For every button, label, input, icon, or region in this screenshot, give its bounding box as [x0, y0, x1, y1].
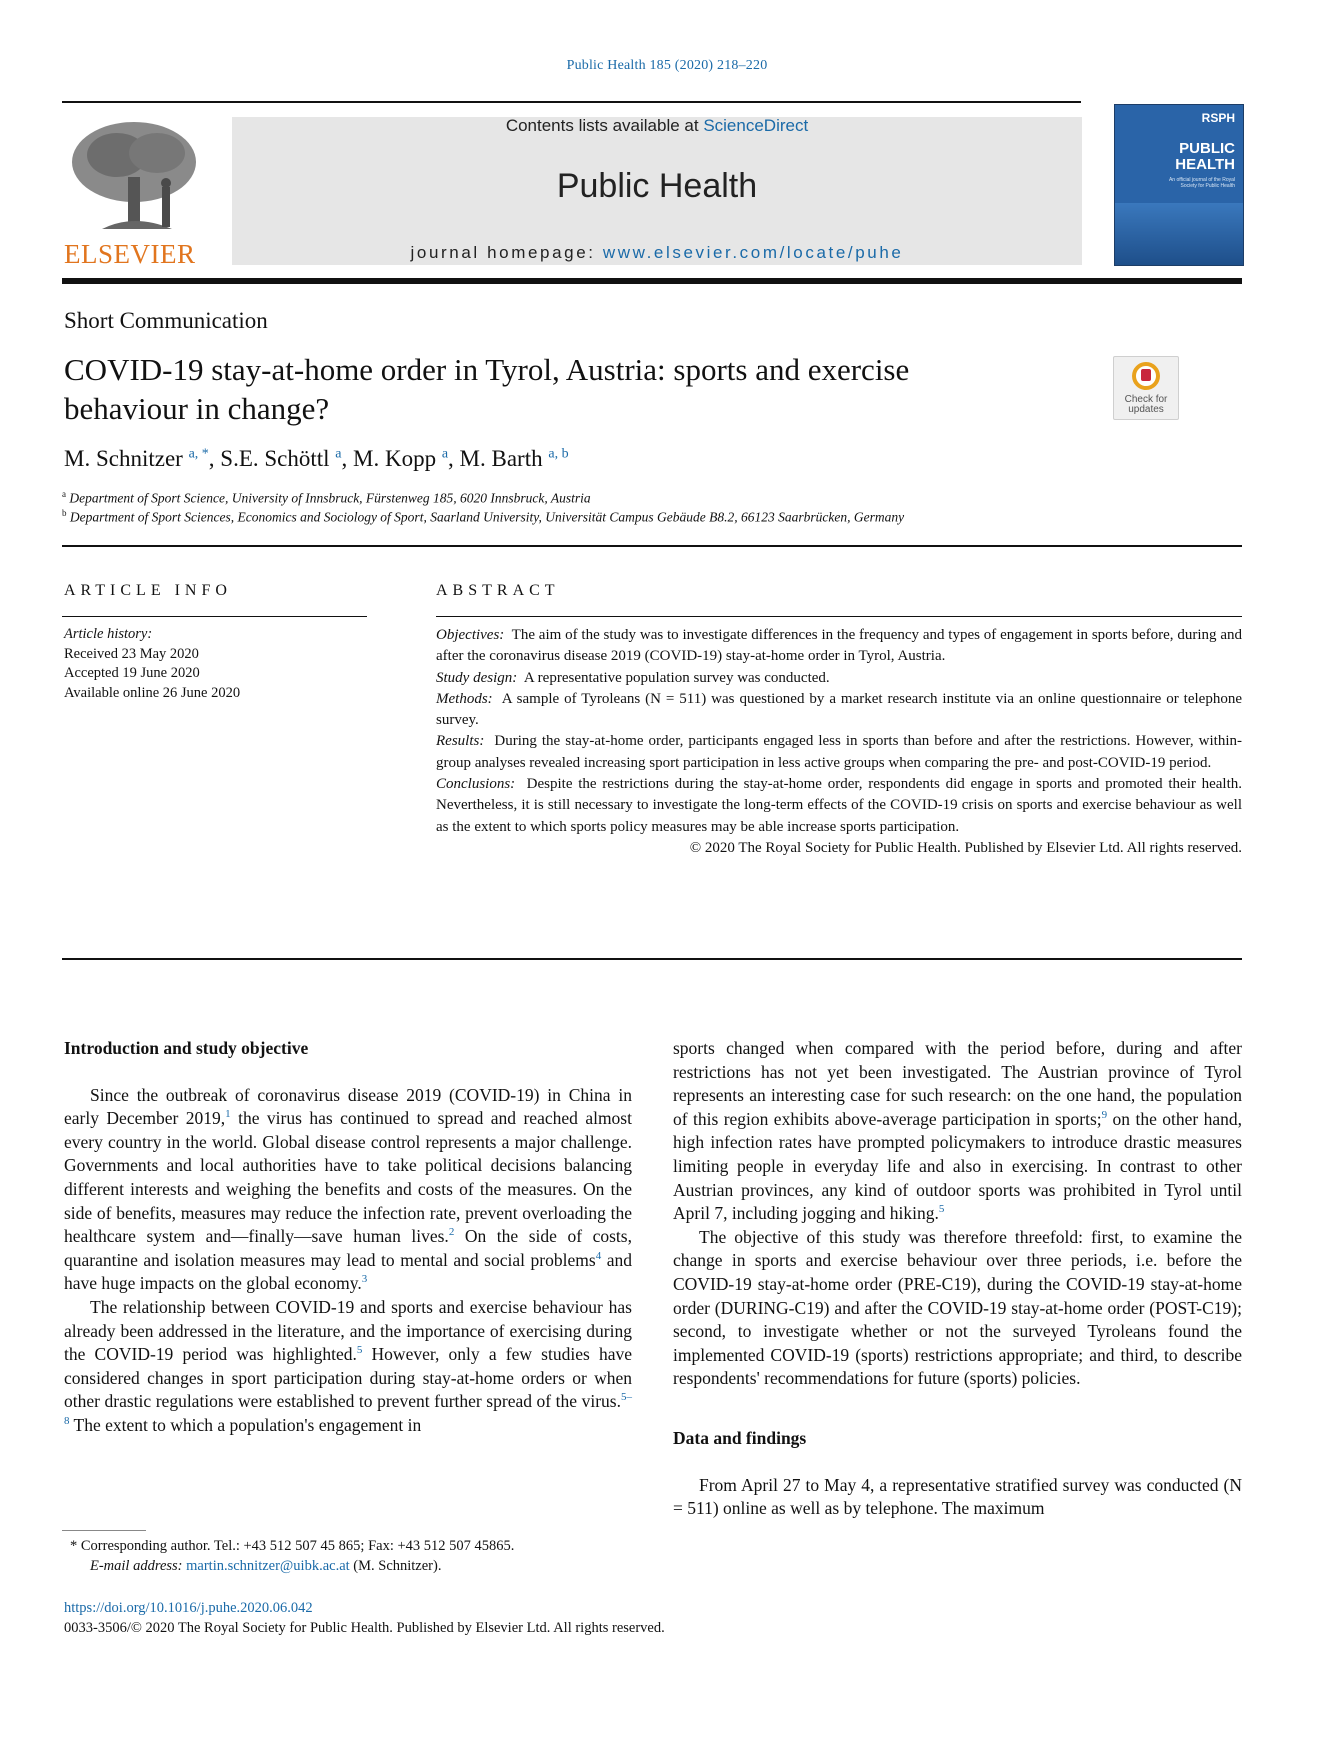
check-for-updates-button[interactable] [1113, 356, 1179, 420]
citation-ref[interactable]: 5 [356, 1344, 363, 1357]
article-type: Short Communication [64, 308, 268, 333]
check-updates-label [1114, 395, 1178, 415]
body-right-column [673, 1037, 1242, 1521]
intro-paragraph-3 [673, 1037, 1242, 1226]
history-received: Received 23 May 2020 [64, 645, 199, 662]
affiliation-rule [62, 545, 1242, 547]
corresponding-author-footnote [70, 1537, 514, 1576]
elsevier-logo [62, 117, 212, 267]
issn-copyright: 0033-3506/© 2020 The Royal Society for Public Health. Published by Elsevier Ltd. All rights reserved. [64, 1619, 665, 1636]
author-sup[interactable]: a [335, 446, 342, 462]
abstract-heading: ABSTRACT [436, 582, 560, 599]
results-text: During the stay-at-home order, participants engaged less in sports than before and after the restrictions. However, within-group analyses revealed increasing sport participation in less active groups when comparing the pre- and post-COVID-19 period. [436, 733, 1242, 771]
history-label: Article history: [64, 626, 153, 642]
citation-ref[interactable]: 4 [595, 1249, 602, 1262]
abstract-copyright: © 2020 The Royal Society for Public Health. Published by Elsevier Ltd. All rights reserved. [689, 839, 1242, 856]
text-run: The extent to which a population's engagement in [69, 1414, 422, 1435]
history-online: Available online 26 June 2020 [64, 684, 241, 701]
affiliation-text: Department of Sport Science, University of Innsbruck, Fürstenweg 185, 6020 Innsbruck, Austria [69, 490, 591, 506]
article-title [64, 350, 1064, 428]
email-label: E-mail address: [90, 1557, 187, 1574]
elsevier-wordmark: ELSEVIER [64, 239, 196, 269]
intro-paragraph-1 [64, 1084, 632, 1296]
author-sup[interactable]: a [441, 446, 449, 462]
intro-paragraph-2 [64, 1296, 632, 1438]
affiliation-sup: a [62, 489, 66, 499]
doi-block [64, 1599, 665, 1638]
intro-paragraph-4: The objective of this study was therefore threefold: first, to examine the change in sports and exercise behaviour over three periods, i.e. before the COVID-19 stay-at-home order (PRE-C19), during the COVID-19 stay-at-home order (DURING-C19) and after the COVID-19 stay-at-home order (POST-C19); second, to investigate whether or not the surveyed Tyroleans found the implemented COVID-19 (sports) restrictions appropriate; and third, to describe respondents' recommendations for future (sports) policies. [673, 1226, 1242, 1389]
sciencedirect-link[interactable]: ScienceDirect [703, 116, 809, 135]
citation-ref[interactable]: 9 [1101, 1108, 1108, 1121]
design-text: A representative population survey was conducted. [523, 669, 830, 686]
author-list: M. Schnitzer $^{a, *}$, S.E. Schöttl $^a$, M. Kopp $^a$, M. Barth $^{a, b}$ [64, 446, 569, 471]
footnote-marker: * [70, 1538, 78, 1554]
results-label: Results: [436, 733, 485, 750]
citation-ref[interactable]: 5–8 [64, 1391, 632, 1428]
article-info-heading: ARTICLE INFO [64, 582, 232, 599]
cover-title-line2: HEALTH [1175, 156, 1235, 173]
email-suffix: (M. Schnitzer). [349, 1557, 442, 1574]
header-thick-rule [62, 278, 1242, 284]
doi-link[interactable]: https://doi.org/10.1016/j.puhe.2020.06.042 [64, 1600, 313, 1616]
objectives-label: Objectives: [436, 627, 505, 643]
check-updates-icon [1132, 362, 1160, 390]
header-top-rule [62, 101, 1081, 103]
text-run: and have huge impacts on the global economy. [64, 1249, 632, 1294]
journal-banner [232, 117, 1082, 265]
body-left-column [64, 1037, 632, 1438]
article-history [64, 625, 240, 703]
cover-photo [1115, 203, 1243, 265]
abstract-rule [436, 616, 1242, 617]
footnote-text: Corresponding author. Tel.: +43 512 507 45 865; Fax: +43 512 507 45865. [77, 1538, 515, 1554]
text-run: However, only a few studies have considered changes in sport participation during stay-at-home orders or when other drastic regulations were established to prevent further spread of the virus. [64, 1344, 632, 1412]
intro-heading: Introduction and study objective [64, 1038, 309, 1058]
objectives-text: The aim of the study was to investigate differences in the frequency and types of engagement in sports before, during and after the coronavirus disease 2019 (COVID-19) stay-at-home order in Tyrol, Austria. [436, 627, 1242, 665]
journal-cover [1114, 104, 1244, 266]
author-name[interactable]: M. Kopp [353, 446, 437, 471]
affiliation-sup: b [62, 508, 67, 518]
abstract-objectives [436, 625, 1242, 668]
author-name[interactable]: M. Barth [459, 446, 543, 471]
footnote-rule [62, 1530, 146, 1531]
article-title-line2: behaviour in change? [64, 391, 330, 426]
conclusions-text: Despite the restrictions during the stay-at-home order, respondents did engage in sports and promoted their health. Nevertheless, it is still necessary to investigate the long-term effects of the COVID-19 crisis on sports and exercise behaviour as well as the extent to which sports policy measures may be able increase sports participation. [436, 776, 1242, 835]
article-title-line1: COVID-19 stay-at-home order in Tyrol, Austria: sports and exercise [64, 352, 910, 387]
conclusions-label: Conclusions: [436, 776, 516, 793]
text-run: On the side of costs, quarantine and isolation measures may lead to mental and social problems [64, 1226, 632, 1270]
text-run: sports changed when compared with the period before, during and after restrictions has not yet been investigated. The Austrian province of Tyrol represents an interesting case for such research: on the one hand, the population of this region exhibits above-average participation in sports; [673, 1038, 1242, 1129]
contents-prefix: Contents lists available at [505, 116, 704, 135]
text-run: the virus has continued to spread and reached almost every country in the world. Global disease control represents a major challenge. Governments and local authorities have to take political decisions balancing different interests and weighing the benefits and costs of the measures. On the side of benefits, measures may reduce the infection rate, prevent overloading the healthcare system and—finally—save human lives. [64, 1108, 632, 1247]
author-name[interactable]: S.E. Schöttl [220, 446, 330, 471]
methods-label: Methods: [436, 690, 493, 707]
affiliation-b [62, 508, 904, 526]
journal-name: Public Health [556, 167, 758, 205]
homepage-prefix: journal homepage: [410, 243, 603, 262]
cover-title [1175, 141, 1235, 173]
abstract-conclusions [436, 774, 1242, 838]
check-updates-line1: Check for [1124, 394, 1168, 405]
article-info-rule [62, 616, 367, 617]
abstract-bottom-rule [62, 958, 1242, 960]
journal-homepage [232, 243, 1082, 263]
citation-ref[interactable]: 1 [225, 1108, 231, 1121]
cover-subtitle: An official journal of the Royal Society for Public Health [1168, 177, 1235, 189]
text-run: on the other hand, high infection rates have prompted policymakers to introduce drastic measures limiting people in everyday life and also in exercising. In contrast to other Austrian provinces, any kind of outdoor sports was prohibited in Tyrol until April 7, including jogging and hiking. [673, 1108, 1243, 1224]
history-accepted: Accepted 19 June 2020 [64, 665, 200, 681]
author-sup[interactable]: a, * [188, 446, 209, 462]
journal-citation: Public Health 185 (2020) 218–220 [566, 58, 768, 73]
methods-text: A sample of Tyroleans (N = 511) was questioned by a market research institute via an online questionnaire or telephone survey. [436, 690, 1242, 729]
abstract-body [436, 625, 1242, 859]
design-label: Study design: [436, 669, 518, 686]
text-run: Since the outbreak of coronavirus disease 2019 (COVID-19) in China in early December 2019, [64, 1084, 632, 1129]
email-link[interactable]: martin.schnitzer@uibk.ac.at [186, 1557, 350, 1574]
data-paragraph-1: From April 27 to May 4, a representative stratified survey was conducted (N = 511) online as well as by telephone. The maximum [673, 1474, 1242, 1519]
author-name[interactable]: M. Schnitzer [64, 446, 183, 471]
homepage-link[interactable]: www.elsevier.com/locate/puhe [602, 243, 904, 262]
cover-society: RSPH [1201, 111, 1235, 125]
citation-ref[interactable]: 2 [448, 1226, 455, 1239]
data-findings-heading: Data and findings [673, 1427, 807, 1448]
citation-ref[interactable]: 3 [361, 1273, 368, 1286]
affiliation-a [62, 489, 591, 507]
abstract-results [436, 731, 1242, 774]
affiliation-text: Department of Sport Sciences, Economics and Sociology of Sport, Saarland University, Universität Campus Gebäude B8.2, 66123 Saarbrücken, Germany [69, 509, 905, 525]
abstract-methods [436, 689, 1242, 732]
cover-title-line1: PUBLIC [1179, 140, 1235, 157]
citation-ref[interactable]: 5 [938, 1203, 945, 1216]
text-run: The relationship between COVID-19 and sports and exercise behaviour has already been addressed in the literature, and the importance of exercising during the COVID-19 period was highlighted. [64, 1296, 632, 1365]
abstract-design [436, 668, 1242, 689]
author-sup[interactable]: a, b [548, 446, 569, 462]
check-updates-line2: updates [1128, 404, 1164, 415]
contents-available [232, 116, 1082, 136]
